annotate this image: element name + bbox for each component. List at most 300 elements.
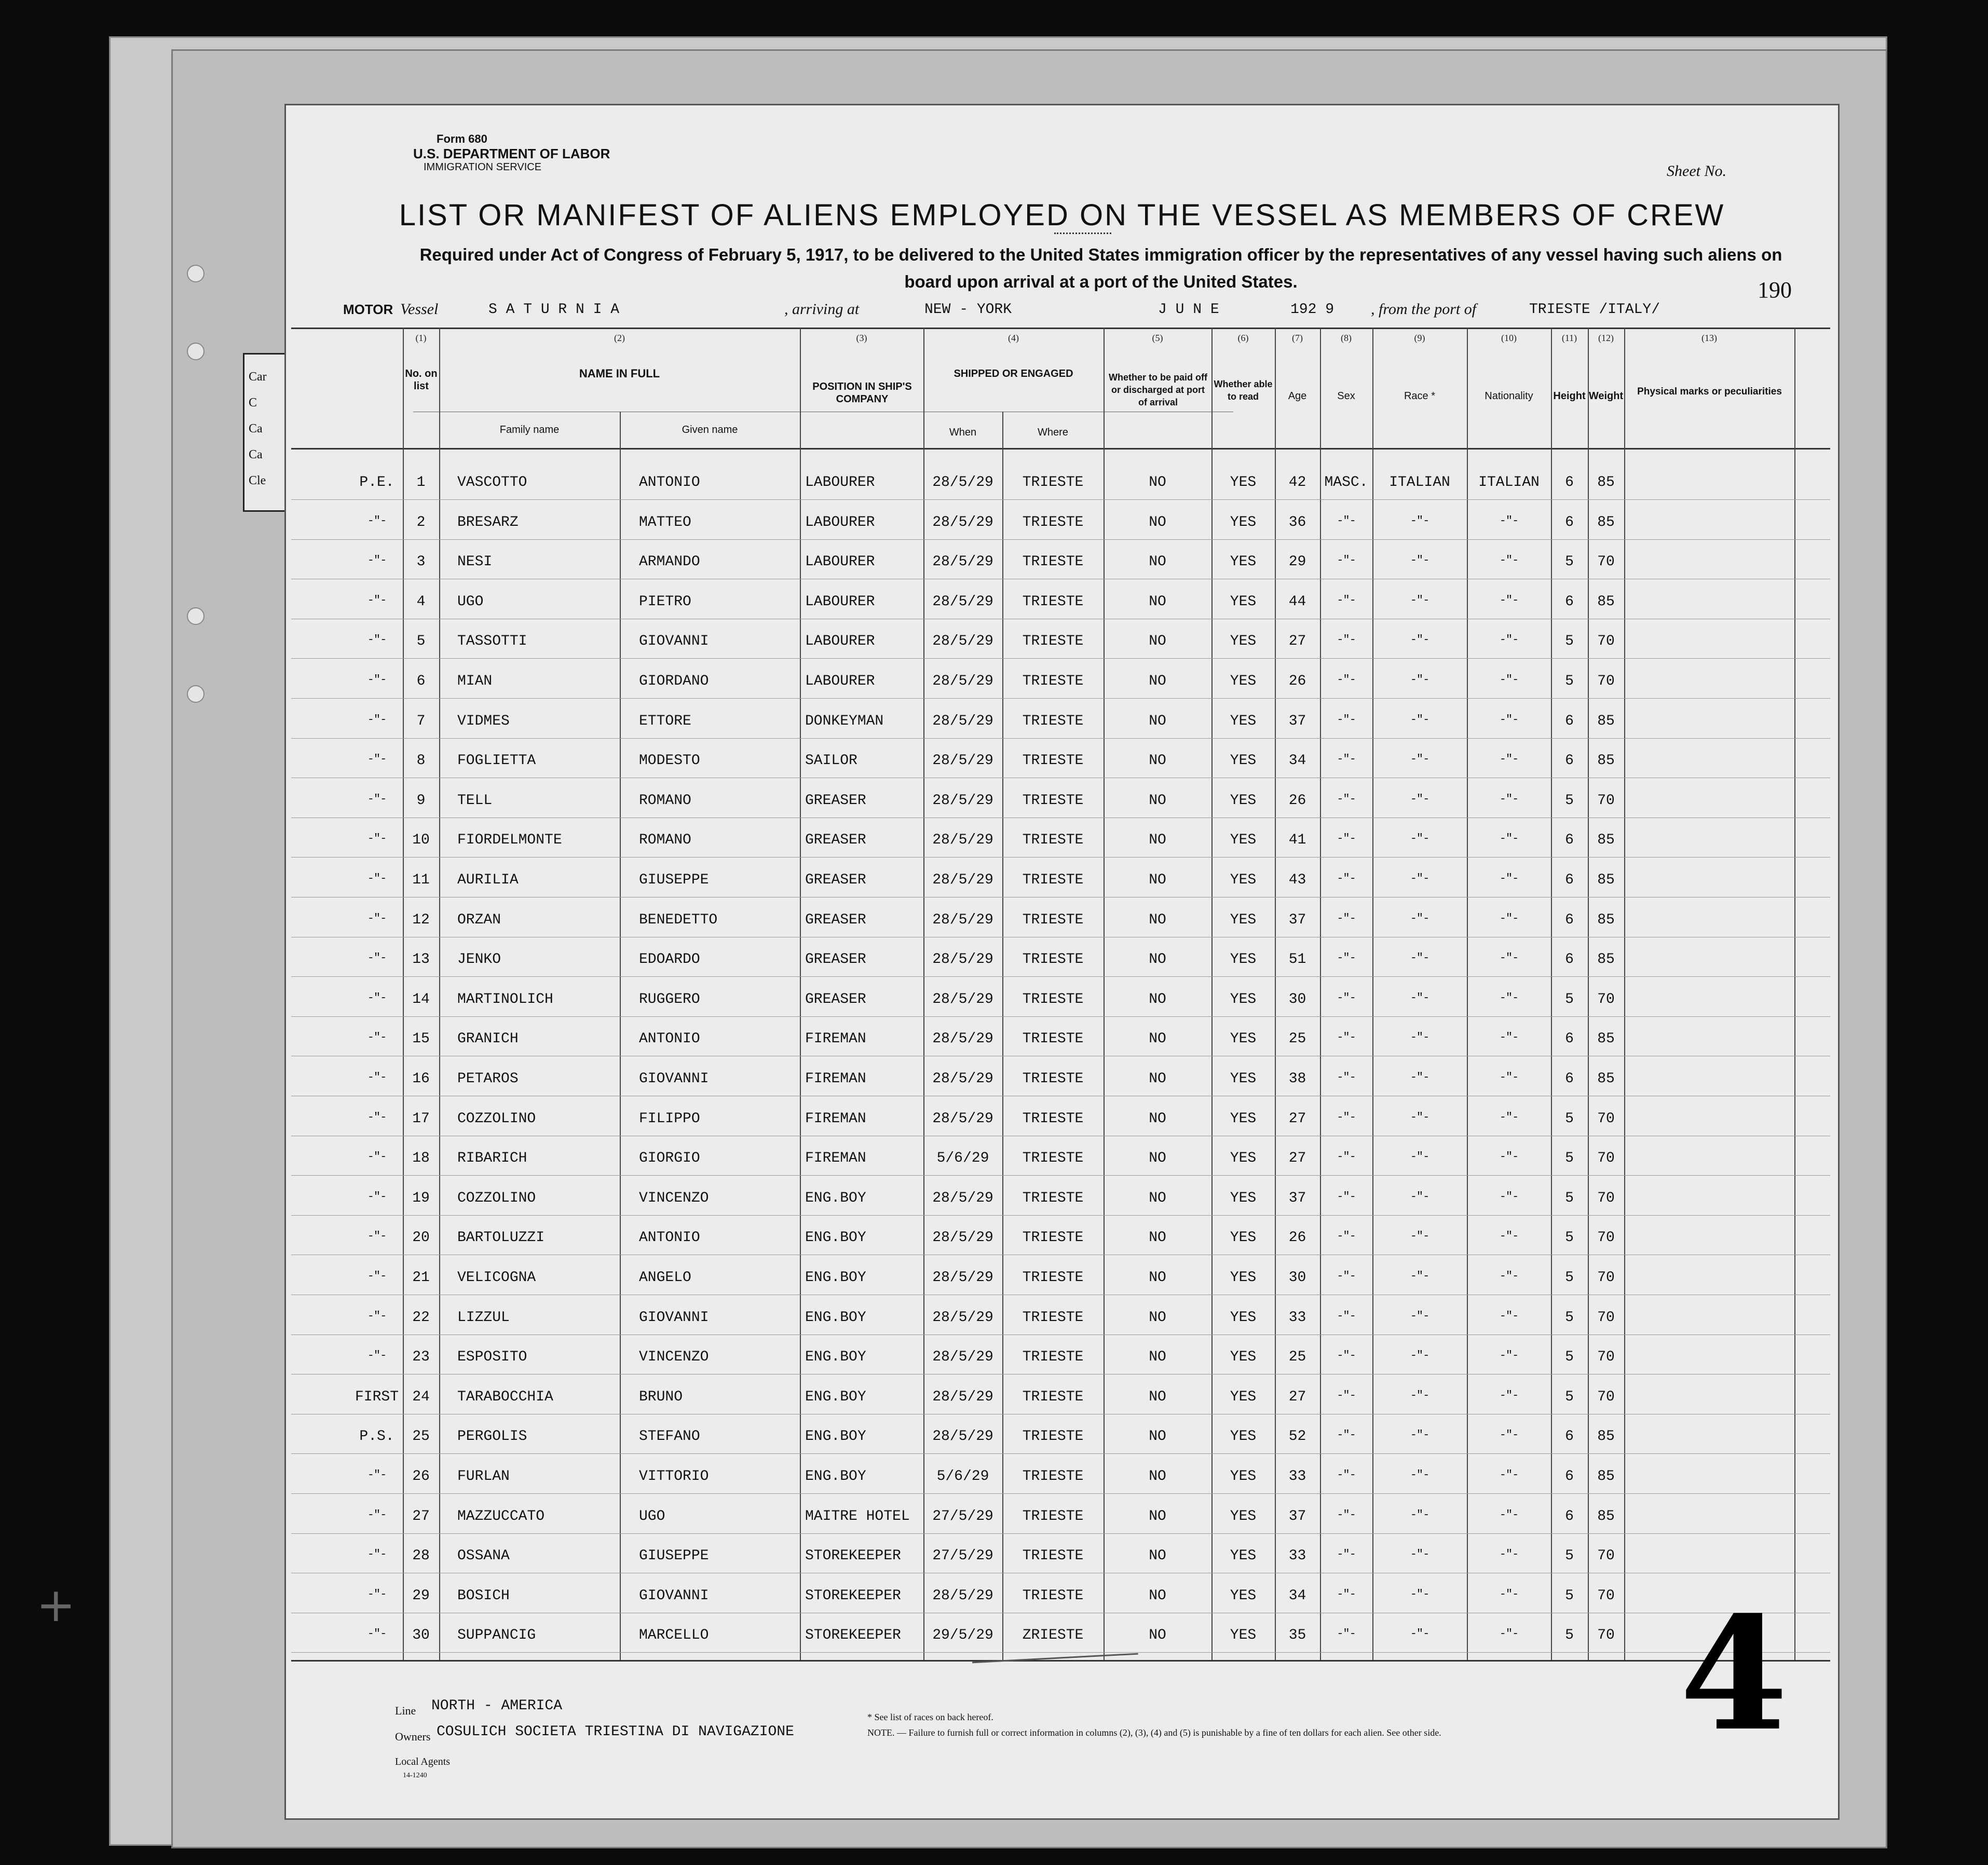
cell-nat: -"- bbox=[1499, 633, 1519, 647]
header-able-to-read: Whether able to read bbox=[1214, 379, 1273, 402]
cell-mark: -"- bbox=[367, 1627, 387, 1641]
manifest-subtitle: Required under Act of Congress of February 5, 1917, to be delivered to the United States immigration officer by the representatives of any vessel having such aliens on board upon arrival at a port of the United States. bbox=[419, 245, 1782, 291]
column-number: (1) bbox=[415, 333, 427, 343]
cell-weight: 70 bbox=[1597, 1349, 1615, 1366]
cell-weight: 70 bbox=[1597, 1548, 1615, 1564]
cell-given: PIETRO bbox=[639, 593, 691, 610]
cell-read: YES bbox=[1230, 1150, 1257, 1167]
cell-race: -"- bbox=[1410, 1230, 1429, 1243]
header-physical-marks: Physical marks or peculiarities bbox=[1637, 386, 1782, 397]
cell-sex: -"- bbox=[1337, 832, 1356, 846]
cell-paid: NO bbox=[1149, 872, 1166, 888]
title-rule bbox=[1054, 233, 1111, 234]
binder-hole bbox=[78, 223, 96, 241]
cell-nat: -"- bbox=[1499, 1587, 1519, 1601]
cell-race: -"- bbox=[1410, 1349, 1429, 1363]
cell-mark: -"- bbox=[367, 911, 387, 925]
cell-nat: -"- bbox=[1499, 792, 1519, 806]
cell-where: TRIESTE bbox=[1022, 872, 1084, 888]
cell-where: TRIESTE bbox=[1022, 1110, 1084, 1127]
binder-hole bbox=[78, 270, 96, 288]
cell-family: UGO bbox=[457, 593, 484, 610]
cell-mark: -"- bbox=[367, 1309, 387, 1323]
cell-age: 30 bbox=[1288, 991, 1306, 1008]
row-rule bbox=[291, 658, 1830, 659]
cell-race: -"- bbox=[1410, 593, 1429, 607]
cell-sex: -"- bbox=[1337, 1428, 1356, 1442]
cell-when: 28/5/29 bbox=[932, 911, 993, 928]
cell-given: GIOVANNI bbox=[639, 1071, 709, 1087]
cell-family: RIBARICH bbox=[457, 1150, 527, 1167]
cell-paid: NO bbox=[1149, 673, 1166, 689]
cell-given: GIORGIO bbox=[639, 1150, 700, 1167]
cell-where: TRIESTE bbox=[1022, 1548, 1084, 1564]
cell-when: 28/5/29 bbox=[932, 1270, 993, 1286]
pencil-mark: + bbox=[36, 1578, 76, 1632]
cell-paid: NO bbox=[1149, 1190, 1166, 1206]
cell-weight: 85 bbox=[1597, 1031, 1615, 1047]
cell-sex: -"- bbox=[1337, 1587, 1356, 1601]
row-rule bbox=[291, 539, 1830, 540]
binder-hole bbox=[187, 343, 205, 360]
cell-position: LABOURER bbox=[805, 514, 875, 530]
column-number: (8) bbox=[1341, 333, 1352, 343]
cell-where: TRIESTE bbox=[1022, 474, 1084, 491]
cell-weight: 85 bbox=[1597, 951, 1615, 968]
cell-when: 28/5/29 bbox=[932, 1190, 993, 1206]
cell-no: 29 bbox=[412, 1587, 430, 1604]
cell-nat: -"- bbox=[1499, 1110, 1519, 1124]
cell-paid: NO bbox=[1149, 1150, 1166, 1167]
cell-mark: -"- bbox=[367, 753, 387, 766]
cell-read: YES bbox=[1230, 1627, 1257, 1644]
cell-age: 26 bbox=[1288, 792, 1306, 809]
cell-family: BARTOLUZZI bbox=[457, 1230, 545, 1246]
cell-weight: 85 bbox=[1597, 1071, 1615, 1087]
cell-no: 20 bbox=[412, 1230, 430, 1246]
cell-height: 6 bbox=[1565, 713, 1574, 729]
cell-where: TRIESTE bbox=[1022, 1031, 1084, 1047]
cell-paid: NO bbox=[1149, 1468, 1166, 1485]
cell-race: -"- bbox=[1410, 1627, 1429, 1641]
cell-height: 6 bbox=[1565, 514, 1574, 530]
cell-where: TRIESTE bbox=[1022, 554, 1084, 570]
cell-when: 28/5/29 bbox=[932, 1349, 993, 1366]
cell-no: 19 bbox=[412, 1190, 430, 1206]
cell-when: 28/5/29 bbox=[932, 1110, 993, 1127]
cell-read: YES bbox=[1230, 1508, 1257, 1524]
cell-family: TARABOCCHIA bbox=[457, 1388, 553, 1405]
cell-read: YES bbox=[1230, 951, 1257, 968]
header-family-name: Family name bbox=[499, 424, 560, 435]
form-code: 14-1240 bbox=[403, 1772, 427, 1779]
cell-position: STOREKEEPER bbox=[805, 1627, 901, 1644]
header-height: Height bbox=[1553, 390, 1586, 402]
cell-position: FIREMAN bbox=[805, 1071, 866, 1087]
cell-mark: -"- bbox=[367, 1071, 387, 1084]
cell-when: 5/6/29 bbox=[936, 1150, 989, 1167]
cell-mark: -"- bbox=[367, 1230, 387, 1243]
cell-where: TRIESTE bbox=[1022, 1190, 1084, 1206]
cell-when: 28/5/29 bbox=[932, 1031, 993, 1047]
cell-age: 44 bbox=[1288, 593, 1306, 610]
cell-weight: 70 bbox=[1597, 1388, 1615, 1405]
cell-age: 26 bbox=[1288, 673, 1306, 689]
cell-read: YES bbox=[1230, 593, 1257, 610]
cell-age: 26 bbox=[1288, 1230, 1306, 1246]
binder-hole bbox=[49, 1111, 67, 1128]
cell-age: 34 bbox=[1288, 1587, 1306, 1604]
cell-paid: NO bbox=[1149, 1031, 1166, 1047]
cell-position: ENG.BOY bbox=[805, 1230, 866, 1246]
cell-no: 27 bbox=[412, 1508, 430, 1524]
cell-weight: 85 bbox=[1597, 713, 1615, 729]
cell-sex: -"- bbox=[1337, 1548, 1356, 1561]
header-paid-off: Whether to be paid off or discharged at port of arrival bbox=[1109, 372, 1207, 407]
cell-given: GIORDANO bbox=[639, 673, 709, 689]
cell-height: 5 bbox=[1565, 1270, 1574, 1286]
cell-height: 6 bbox=[1565, 593, 1574, 610]
cell-given: VITTORIO bbox=[639, 1468, 709, 1485]
cell-race: -"- bbox=[1410, 1428, 1429, 1442]
cell-age: 42 bbox=[1288, 474, 1306, 491]
cell-given: ANTONIO bbox=[639, 474, 700, 491]
cell-no: 26 bbox=[412, 1468, 430, 1485]
cell-family: MAZZUCCATO bbox=[457, 1508, 545, 1524]
column-number: (12) bbox=[1598, 333, 1614, 343]
cell-mark: -"- bbox=[367, 1508, 387, 1521]
cell-weight: 85 bbox=[1597, 753, 1615, 769]
cell-family: VELICOGNA bbox=[457, 1270, 536, 1286]
cell-mark: -"- bbox=[367, 1587, 387, 1601]
cell-family: BOSICH bbox=[457, 1587, 510, 1604]
cell-given: UGO bbox=[639, 1508, 665, 1524]
cell-no: 11 bbox=[412, 872, 430, 888]
cell-sex: -"- bbox=[1337, 1508, 1356, 1521]
cell-given: GIOVANNI bbox=[639, 1587, 709, 1604]
cell-sex: -"- bbox=[1337, 633, 1356, 647]
cell-when: 28/5/29 bbox=[932, 633, 993, 650]
header-position: POSITION IN SHIP'S COMPANY bbox=[812, 381, 912, 405]
binder-hole bbox=[187, 265, 205, 282]
cell-position: ENG.BOY bbox=[805, 1428, 866, 1445]
cell-sex: -"- bbox=[1337, 911, 1356, 925]
row-rule bbox=[291, 698, 1830, 699]
cell-paid: NO bbox=[1149, 1270, 1166, 1286]
row-rule bbox=[291, 738, 1830, 739]
cell-race: -"- bbox=[1410, 792, 1429, 806]
cell-mark: -"- bbox=[367, 673, 387, 686]
cell-race: -"- bbox=[1410, 554, 1429, 567]
cell-nat: -"- bbox=[1499, 911, 1519, 925]
cell-when: 28/5/29 bbox=[932, 514, 993, 530]
cell-when: 28/5/29 bbox=[932, 832, 993, 849]
cell-race: -"- bbox=[1410, 1190, 1429, 1203]
cell-no: 4 bbox=[416, 593, 426, 610]
cell-given: VINCENZO bbox=[639, 1190, 709, 1206]
column-number: (10) bbox=[1501, 333, 1517, 343]
cell-position: FIREMAN bbox=[805, 1031, 866, 1047]
binder-hole bbox=[49, 1178, 67, 1196]
cell-read: YES bbox=[1230, 1270, 1257, 1286]
cell-mark: -"- bbox=[367, 991, 387, 1004]
cell-sex: MASC. bbox=[1324, 474, 1368, 491]
binder-hole bbox=[42, 1459, 59, 1476]
cell-no: 22 bbox=[412, 1309, 430, 1326]
owners-value: COSULICH SOCIETA TRIESTINA DI NAVIGAZIONE bbox=[437, 1724, 794, 1740]
cell-weight: 70 bbox=[1597, 1270, 1615, 1286]
cell-paid: NO bbox=[1149, 514, 1166, 530]
cell-paid: NO bbox=[1149, 713, 1166, 729]
cell-height: 5 bbox=[1565, 1110, 1574, 1127]
races-note: * See list of races on back hereof. bbox=[867, 1712, 993, 1722]
cell-weight: 70 bbox=[1597, 1587, 1615, 1604]
cell-position: LABOURER bbox=[805, 633, 875, 650]
cell-age: 51 bbox=[1288, 951, 1306, 968]
cell-race: -"- bbox=[1410, 1150, 1429, 1164]
cell-where: TRIESTE bbox=[1022, 1150, 1084, 1167]
cell-read: YES bbox=[1230, 1230, 1257, 1246]
cell-sex: -"- bbox=[1337, 1031, 1356, 1044]
cell-family: MIAN bbox=[457, 673, 493, 689]
cell-nat: ITALIAN bbox=[1478, 474, 1540, 491]
cell-age: 25 bbox=[1288, 1031, 1306, 1047]
cell-read: YES bbox=[1230, 1548, 1257, 1564]
cell-weight: 85 bbox=[1597, 1428, 1615, 1445]
header-given-name: Given name bbox=[682, 424, 738, 435]
cell-height: 5 bbox=[1565, 1587, 1574, 1604]
cell-mark: P.E. bbox=[359, 474, 394, 491]
cell-race: -"- bbox=[1410, 1587, 1429, 1601]
binder-hole bbox=[42, 1495, 59, 1513]
cell-height: 6 bbox=[1565, 1508, 1574, 1524]
cell-paid: NO bbox=[1149, 753, 1166, 769]
cell-paid: NO bbox=[1149, 911, 1166, 928]
arrival-year: 192 9 bbox=[1290, 302, 1335, 318]
cell-paid: NO bbox=[1149, 474, 1166, 491]
cell-nat: -"- bbox=[1499, 753, 1519, 766]
cell-nat: -"- bbox=[1499, 1230, 1519, 1243]
column-number: (3) bbox=[856, 333, 867, 343]
header-where: Where bbox=[1038, 427, 1068, 438]
cell-race: -"- bbox=[1410, 1309, 1429, 1323]
cell-read: YES bbox=[1230, 911, 1257, 928]
cell-position: STOREKEEPER bbox=[805, 1587, 901, 1604]
cell-read: YES bbox=[1230, 832, 1257, 849]
cell-weight: 70 bbox=[1597, 1230, 1615, 1246]
cell-race: -"- bbox=[1410, 1548, 1429, 1561]
column-number: (6) bbox=[1237, 333, 1249, 343]
cell-no: 15 bbox=[412, 1031, 430, 1047]
cell-given: ROMANO bbox=[639, 792, 691, 809]
header-no-on-list: No. on list bbox=[405, 368, 438, 392]
cell-family: ORZAN bbox=[457, 911, 501, 928]
cell-sex: -"- bbox=[1337, 593, 1356, 607]
cell-age: 33 bbox=[1288, 1309, 1306, 1326]
cell-age: 36 bbox=[1288, 514, 1306, 530]
cell-nat: -"- bbox=[1499, 554, 1519, 567]
cell-sex: -"- bbox=[1337, 713, 1356, 726]
line-label: Line bbox=[395, 1704, 416, 1717]
cell-where: ZRIESTE bbox=[1022, 1627, 1084, 1644]
cell-height: 5 bbox=[1565, 1548, 1574, 1564]
cell-position: GREASER bbox=[805, 951, 866, 968]
cell-nat: -"- bbox=[1499, 1468, 1519, 1481]
cell-mark: -"- bbox=[367, 832, 387, 846]
cell-family: ESPOSITO bbox=[457, 1349, 527, 1366]
cell-sex: -"- bbox=[1337, 1230, 1356, 1243]
cell-sex: -"- bbox=[1337, 1190, 1356, 1203]
header-weight: Weight bbox=[1588, 390, 1624, 402]
cell-position: ENG.BOY bbox=[805, 1270, 866, 1286]
cell-given: GIOVANNI bbox=[639, 633, 709, 650]
cell-family: FIORDELMONTE bbox=[457, 832, 562, 849]
side-card-text: Ca bbox=[249, 422, 263, 435]
cell-position: STOREKEEPER bbox=[805, 1548, 901, 1564]
cell-age: 29 bbox=[1288, 554, 1306, 570]
cell-mark: -"- bbox=[367, 792, 387, 806]
cell-when: 28/5/29 bbox=[932, 1071, 993, 1087]
cell-sex: -"- bbox=[1337, 554, 1356, 567]
cell-weight: 85 bbox=[1597, 514, 1615, 530]
cell-read: YES bbox=[1230, 1071, 1257, 1087]
column-number: (13) bbox=[1701, 333, 1717, 343]
cell-weight: 70 bbox=[1597, 792, 1615, 809]
cell-paid: NO bbox=[1149, 1110, 1166, 1127]
cell-sex: -"- bbox=[1337, 1110, 1356, 1124]
cell-when: 28/5/29 bbox=[932, 673, 993, 689]
cell-no: 13 bbox=[412, 951, 430, 968]
cell-read: YES bbox=[1230, 753, 1257, 769]
side-card-text: Ca bbox=[249, 448, 263, 461]
cell-sex: -"- bbox=[1337, 951, 1356, 965]
cell-no: 17 bbox=[412, 1110, 430, 1127]
cell-age: 41 bbox=[1288, 832, 1306, 849]
cell-weight: 70 bbox=[1597, 1190, 1615, 1206]
cell-weight: 85 bbox=[1597, 1468, 1615, 1485]
cell-no: 16 bbox=[412, 1071, 430, 1087]
cell-family: MARTINOLICH bbox=[457, 991, 553, 1008]
column-number: (11) bbox=[1561, 333, 1577, 343]
cell-nat: -"- bbox=[1499, 673, 1519, 686]
cell-paid: NO bbox=[1149, 792, 1166, 809]
cell-race: ITALIAN bbox=[1389, 474, 1450, 491]
sheet-label: Sheet No. bbox=[1667, 162, 1726, 180]
header-name-in-full: NAME IN FULL bbox=[579, 367, 660, 380]
cell-paid: NO bbox=[1149, 1230, 1166, 1246]
cell-position: ENG.BOY bbox=[805, 1190, 866, 1206]
row-rule bbox=[291, 1453, 1830, 1454]
cell-paid: NO bbox=[1149, 1428, 1166, 1445]
cell-paid: NO bbox=[1149, 1627, 1166, 1644]
cell-nat: -"- bbox=[1499, 514, 1519, 527]
cell-height: 6 bbox=[1565, 1468, 1574, 1485]
cell-age: 34 bbox=[1288, 753, 1306, 769]
cell-mark: -"- bbox=[367, 1349, 387, 1363]
cell-where: TRIESTE bbox=[1022, 792, 1084, 809]
cell-when: 27/5/29 bbox=[932, 1548, 993, 1564]
cell-given: BENEDETTO bbox=[639, 911, 718, 928]
cell-read: YES bbox=[1230, 872, 1257, 888]
cell-given: ANTONIO bbox=[639, 1031, 700, 1047]
binder-hole bbox=[187, 685, 205, 703]
cell-family: FOGLIETTA bbox=[457, 753, 536, 769]
row-rule bbox=[291, 1175, 1830, 1176]
cell-position: LABOURER bbox=[805, 593, 875, 610]
cell-mark: -"- bbox=[367, 1150, 387, 1164]
cell-where: TRIESTE bbox=[1022, 1230, 1084, 1246]
cell-paid: NO bbox=[1149, 593, 1166, 610]
cell-when: 28/5/29 bbox=[932, 951, 993, 968]
cell-no: 10 bbox=[412, 832, 430, 849]
cell-height: 5 bbox=[1565, 792, 1574, 809]
cell-mark: -"- bbox=[367, 633, 387, 647]
cell-read: YES bbox=[1230, 673, 1257, 689]
cell-nat: -"- bbox=[1499, 713, 1519, 726]
cell-race: -"- bbox=[1410, 753, 1429, 766]
cell-paid: NO bbox=[1149, 1587, 1166, 1604]
cell-height: 6 bbox=[1565, 474, 1574, 491]
cell-age: 38 bbox=[1288, 1071, 1306, 1087]
cell-read: YES bbox=[1230, 474, 1257, 491]
cell-position: FIREMAN bbox=[805, 1150, 866, 1167]
cell-where: TRIESTE bbox=[1022, 1309, 1084, 1326]
cell-height: 5 bbox=[1565, 1150, 1574, 1167]
cell-where: TRIESTE bbox=[1022, 1468, 1084, 1485]
cell-age: 37 bbox=[1288, 713, 1306, 729]
cell-race: -"- bbox=[1410, 991, 1429, 1004]
cell-where: TRIESTE bbox=[1022, 951, 1084, 968]
cell-race: -"- bbox=[1410, 1468, 1429, 1481]
cell-height: 5 bbox=[1565, 633, 1574, 650]
cell-given: BRUNO bbox=[639, 1388, 683, 1405]
cell-when: 27/5/29 bbox=[932, 1508, 993, 1524]
cell-given: FILIPPO bbox=[639, 1110, 700, 1127]
cell-position: GREASER bbox=[805, 832, 866, 849]
cell-sex: -"- bbox=[1337, 673, 1356, 686]
cell-weight: 85 bbox=[1597, 832, 1615, 849]
cell-family: SUPPANCIG bbox=[457, 1627, 536, 1644]
cell-age: 37 bbox=[1288, 1508, 1306, 1524]
cell-race: -"- bbox=[1410, 1388, 1429, 1402]
cell-nat: -"- bbox=[1499, 872, 1519, 885]
cell-nat: -"- bbox=[1499, 1190, 1519, 1203]
cell-read: YES bbox=[1230, 991, 1257, 1008]
arriving-label: , arriving at bbox=[784, 301, 860, 318]
cell-given: STEFANO bbox=[639, 1428, 700, 1445]
from-port-label: , from the port of bbox=[1371, 301, 1477, 318]
cell-no: 3 bbox=[416, 554, 426, 570]
cell-family: BRESARZ bbox=[457, 514, 519, 530]
cell-given: EDOARDO bbox=[639, 951, 700, 968]
manifest-page bbox=[284, 104, 1840, 1820]
cell-no: 8 bbox=[416, 753, 426, 769]
cell-race: -"- bbox=[1410, 872, 1429, 885]
cell-height: 5 bbox=[1565, 1627, 1574, 1644]
cell-height: 6 bbox=[1565, 1031, 1574, 1047]
cell-no: 6 bbox=[416, 673, 426, 689]
cell-height: 5 bbox=[1565, 1230, 1574, 1246]
cell-no: 23 bbox=[412, 1349, 430, 1366]
cell-paid: NO bbox=[1149, 633, 1166, 650]
cell-given: ETTORE bbox=[639, 713, 691, 729]
cell-mark: -"- bbox=[367, 713, 387, 726]
cell-where: TRIESTE bbox=[1022, 1388, 1084, 1405]
cell-sex: -"- bbox=[1337, 1270, 1356, 1283]
cell-nat: -"- bbox=[1499, 951, 1519, 965]
cell-where: TRIESTE bbox=[1022, 1508, 1084, 1524]
side-card bbox=[243, 353, 288, 512]
